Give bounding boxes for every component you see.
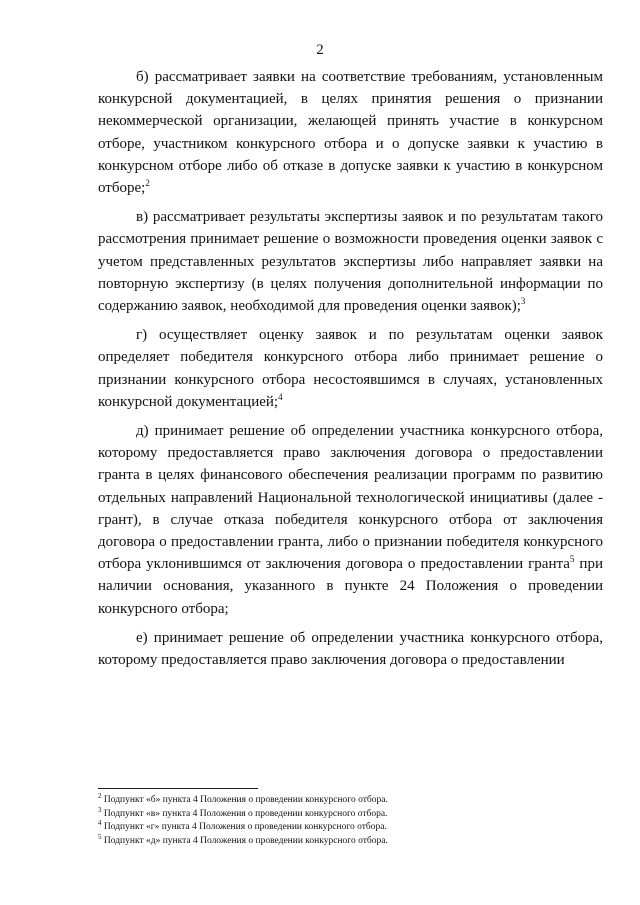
document-body bbox=[98, 66, 603, 678]
footnote-ref: 5 bbox=[569, 554, 575, 565]
footnotes bbox=[98, 794, 603, 848]
paragraph-text: г) осуществляет оценку заявок и по результатам оценки заявок определяет победителя конкурсного отбора либо принимает решение о признании конкурсного отбора несостоявшимся в случаях, установленных конкурсной документацией; bbox=[98, 327, 603, 410]
paragraph-b bbox=[98, 66, 603, 199]
paragraph-text: в) рассматривает результаты экспертизы заявок и по результатам такого рассмотрения принимает решение о возможности проведения оценки заявок с учетом представленных результатов экспертизы либо направляет заявки на повторную экспертизу (в целях получения дополнительной информации по содержанию заявок, необходимой для проведения оценки заявок); bbox=[98, 209, 603, 315]
footnote-number: 5 bbox=[98, 832, 102, 841]
paragraph-v bbox=[98, 206, 603, 317]
footnote-separator bbox=[98, 788, 258, 789]
footnote-ref: 2 bbox=[145, 178, 150, 189]
paragraph-text: д) принимает решение об определении участника конкурсного отбора, которому предоставляется право заключения договора о предоставлении гранта в целях финансового обеспечения реализации программ по развитию отдельных направлений Национальной технологической инициативы (далее - грант), в случае отказа победителя конкурсного отбора от заключения договора о предоставлении гранта, либо о признании победителя конкурсного отбора уклонившимся от заключения договора о предоставлении гранта bbox=[98, 423, 603, 573]
paragraph-text: б) рассматривает заявки на соответствие требованиям, установленным конкурсной документацией, в целях принятия решения о признании некоммерческой организации, желающей принять участие в конкурсном отборе, участником конкурсного отбора и о допуске заявки к участию в конкурсном отборе либо об отказе в допуске заявки к участию в конкурсном отборе; bbox=[98, 69, 603, 197]
footnote-number: 2 bbox=[98, 792, 102, 800]
footnote-number: 4 bbox=[98, 819, 102, 827]
footnote-number: 3 bbox=[98, 805, 102, 814]
footnote-2 bbox=[98, 794, 603, 808]
paragraph-text-continued: при наличии основания, указанного в пункте 24 Положения о проведении конкурсного отбора; bbox=[98, 556, 603, 617]
footnote-text: Подпункт «г» пункта 4 Положения о проведении конкурсного отбора. bbox=[101, 822, 387, 832]
footnote-4 bbox=[98, 821, 603, 835]
footnote-text: Подпункт «д» пункта 4 Положения о проведении конкурсного отбора. bbox=[101, 835, 388, 846]
paragraph-text: е) принимает решение об определении участника конкурсного отбора, которому предоставляется право заключения договора о предоставлении bbox=[98, 629, 603, 669]
paragraph-g bbox=[98, 324, 603, 413]
paragraph-d bbox=[98, 420, 603, 620]
footnote-text: Подпункт «в» пункта 4 Положения о проведении конкурсного отбора. bbox=[101, 808, 388, 819]
footnote-3 bbox=[98, 805, 603, 822]
footnote-ref: 4 bbox=[278, 391, 283, 402]
page-number: 2 bbox=[316, 42, 324, 58]
paragraph-e bbox=[98, 627, 603, 671]
footnote-text: Подпункт «б» пункта 4 Положения о проведении конкурсного отбора. bbox=[101, 795, 388, 805]
footnote-5 bbox=[98, 832, 603, 849]
footnote-ref: 3 bbox=[520, 296, 526, 307]
